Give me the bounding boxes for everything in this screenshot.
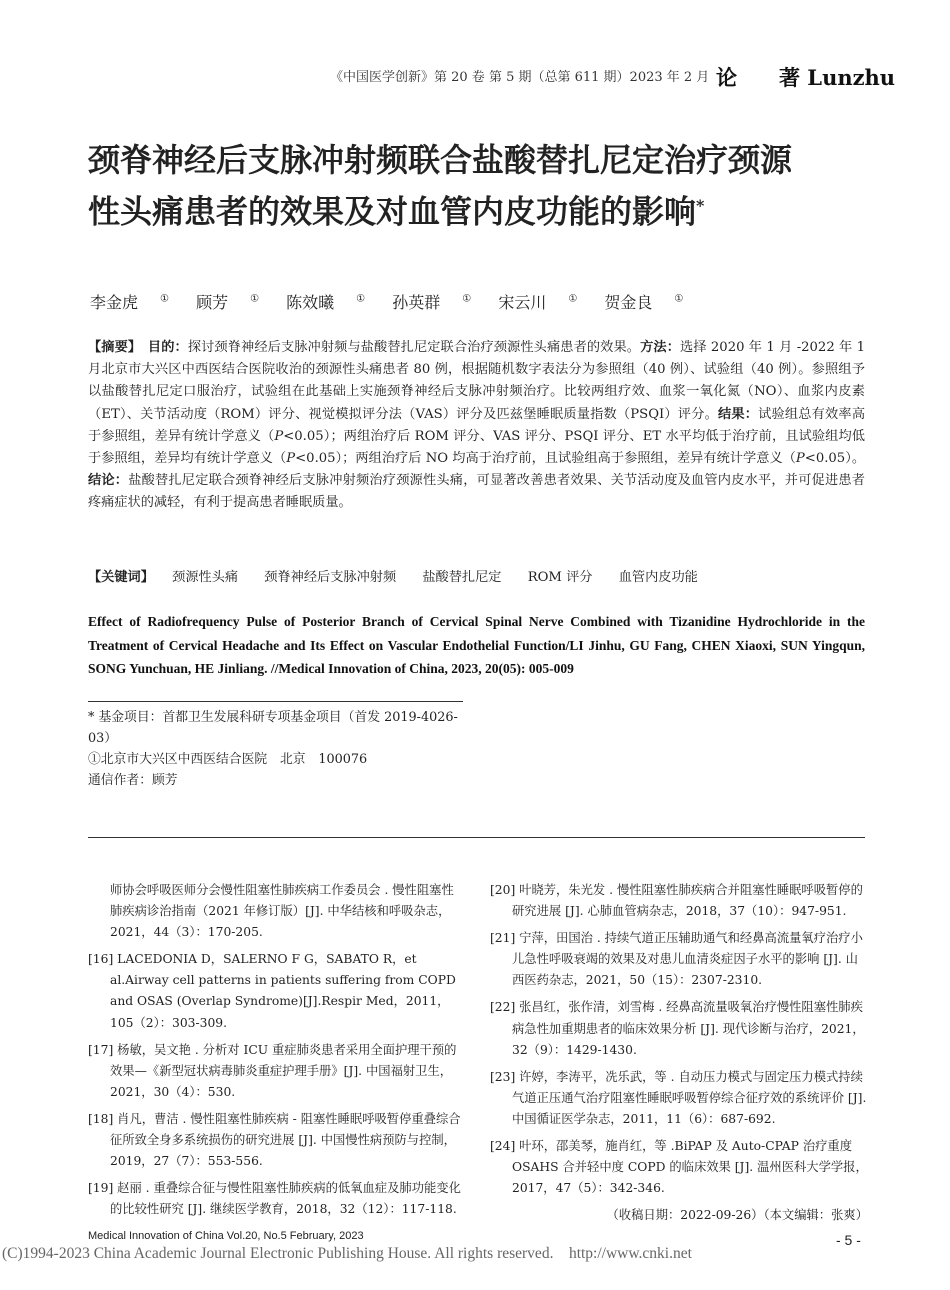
funding-note: * 基金项目：首都卫生发展科研专项基金项目（首发 2019-4026-03） (88, 710, 458, 746)
corresponding-author-note: 通信作者：顾芳 (88, 773, 178, 788)
footer-journal: Medical Innovation of China Vol.20, No.5 February, 2023 (88, 1230, 364, 1242)
result-text: <0.05）；两组治疗后 ROM 评分、VAS 评分、PSQI 评分、ET 水平均低于治疗前，且试验组均低于参照组，差异均有统计学意义（ (88, 428, 865, 467)
author: 李金虎 ① (90, 293, 169, 312)
author: 陈效曦 ① (286, 293, 366, 312)
objective-label: 目的： (147, 340, 188, 355)
page-number: - 5 - (836, 1232, 861, 1248)
column-label: 论 著 Lunzhu (716, 65, 896, 90)
keyword: 颈脊神经后支脉冲射频 (264, 570, 397, 585)
p-symbol: P (286, 451, 296, 467)
reference-item: [16] LACEDONIA D，SALERNO F G，SABATO R，et al.Airway cell patterns in patients suffering from COPD and OSAS (Overlap Syndrome)[J].Respir Med，2011，105（2）：303-309. (88, 952, 456, 1030)
objective-text: 探讨颈脊神经后支脉冲射频与盐酸替扎尼定联合治疗颈源性头痛患者的效果。 (187, 340, 641, 355)
reference-item: [18] 肖凡，曹洁 . 慢性阻塞性肺疾病 - 阻塞性睡眠呼吸暂停重叠综合征所致全身多系统损伤的研究进展 [J]. 中国慢性病预防与控制，2019，27（7）：553-556. (88, 1111, 461, 1169)
author-list (90, 290, 705, 313)
title-text: 颈脊神经后支脉冲射频联合盐酸替扎尼定治疗颈源性头痛患者的效果及对血管内皮功能的影响 (88, 141, 793, 231)
reference-continuation: 师协会呼吸医师分会慢性阻塞性肺疾病工作委员会 . 慢性阻塞性肺疾病诊治指南（2021 年修订版）[J]. 中华结核和呼吸杂志，2021，44（3）：170-205. (110, 883, 454, 940)
english-citation: Effect of Radiofrequency Pulse of Posterior Branch of Cervical Spinal Nerve Combined with Tizanidine Hydrochloride in the Treatment of Cervical Headache and Its Effect on Vascular Endothelial Function/LI Jinhu, GU Fang, CHEN Xiaoxi, SUN Yingqun, SONG Yunchuan, HE Jinliang. //Medical Innovation of China, 2023, 20(05): 005-009 (88, 614, 865, 676)
reference-item: [20] 叶晓芳，朱光发 . 慢性阻塞性肺疾病合并阻塞性睡眠呼吸暂停的研究进展 [J]. 心肺血管病杂志，2018，37（10）：947-951. (490, 883, 863, 919)
conclusion-text: 盐酸替扎尼定联合颈脊神经后支脉冲射频治疗颈源性头痛，可显著改善患者效果、关节活动度及血管内皮水平，并可促进患者疼痛症状的减轻，有利于提高患者睡眠质量。 (88, 473, 865, 511)
author: 贺金良 ① (604, 293, 684, 312)
abstract (88, 337, 865, 515)
method-text: 选择 2020 年 1 月 -2022 年 1 月北京市大兴区中西医结合医院收治的颈源性头痛患者 80 例，根据随机数字表法分为参照组（40 例）、试验组（40 例）。参照组予以盐酸替扎尼定口服治疗，试验组在此基础上实施颈脊神经后支脉冲射频治疗。比较两组疗效、血浆一氧化氮（NO）、血浆内皮素（ET）、关节活动度（ROM）评分、视觉模拟评分法（VAS）评分及匹兹堡睡眠质量指数（PSQI）评分。 (88, 340, 866, 422)
result-label: 结果： (717, 406, 759, 422)
author: 顾芳 ① (196, 293, 260, 312)
reference-item: [24] 叶环，邵美琴，施肖红，等 .BiPAP 及 Auto-CPAP 治疗重度 OSAHS 合并轻中度 COPD 的临床效果 [J]. 温州医科大学学报，2017，47（5）：342-346. (490, 1139, 868, 1196)
p-symbol: P (274, 428, 284, 444)
footnotes (88, 707, 468, 791)
reference-item: [22] 张昌红，张作清，刘雪梅 . 经鼻高流量吸氧治疗慢性阻塞性肺疾病急性加重期患者的临床效果分析 [J]. 现代诊断与治疗，2021，32（9）：1429-1430. (490, 1000, 865, 1057)
reference-list-right (490, 880, 868, 1226)
result-text: <0.05）。 (804, 451, 866, 467)
reference-item: [21] 宁萍，田国治 . 持续气道正压辅助通气和经鼻高流量氧疗治疗小儿急性呼吸衰竭的效果及对患儿血清炎症因子水平的影响 [J]. 山西医药杂志，2021，50（15）：2307-2310. (490, 931, 863, 988)
title-footnote-mark: * (696, 196, 705, 215)
result-text: <0.05）；两组治疗后 NO 均高于治疗前，且试验组高于参照组，差异有统计学意义（ (295, 451, 796, 467)
abstract-label: 【摘要】 (88, 340, 135, 355)
affiliation-note: ①北京市大兴区中西医结合医院 北京 100076 (88, 752, 368, 767)
copyright-watermark: (C)1994-2023 China Academic Journal Electronic Publishing House. All rights reserved. http://www.cnki.net (2, 1245, 692, 1262)
keyword: ROM 评分 (527, 570, 593, 585)
keywords (88, 566, 865, 585)
reference-list-left (88, 880, 463, 1226)
journal-header: 《中国医学创新》第 20 卷 第 5 期（总第 611 期）2023 年 2 月 (330, 70, 710, 85)
conclusion-label: 结论： (88, 473, 129, 489)
author: 孙英群 ① (392, 293, 472, 312)
received-date: （收稿日期：2022-09-26）（本文编辑：张爽） (606, 1208, 868, 1223)
article-title (88, 138, 808, 235)
keyword: 颈源性头痛 (172, 570, 239, 585)
footnote-divider (88, 701, 463, 702)
author: 宋云川 ① (498, 293, 578, 312)
reference-item: [19] 赵丽 . 重叠综合征与慢性阻塞性肺疾病的低氧血症及肺功能变化的比较性研究 [J]. 继续医学教育，2018，32（12）：117-118. (88, 1181, 461, 1217)
reference-item: [17] 杨敏，吴文艳 . 分析对 ICU 重症肺炎患者采用全面护理干预的效果—《新型冠状病毒肺炎重症护理手册》[J]. 中国福射卫生，2021，30（4）：530. (88, 1042, 457, 1099)
reference-item: [23] 许婷，李涛平，冼乐武，等 . 自动压力模式与固定压力模式持续气道正压通气治疗阻塞性睡眠呼吸暂停综合征疗效的系统评价 [J]. 中国循证医学杂志，2011，11（6）：687-692. (490, 1069, 867, 1126)
keyword: 盐酸替扎尼定 (422, 570, 502, 585)
result-text: 试验组总有效率高于参照组，差异有统计学意义（ (88, 406, 866, 444)
keyword: 血管内皮功能 (618, 570, 698, 585)
method-label: 方法： (640, 340, 680, 355)
section-divider (88, 837, 865, 838)
p-symbol: P (795, 451, 805, 467)
keywords-label: 【关键词】 (88, 570, 154, 585)
